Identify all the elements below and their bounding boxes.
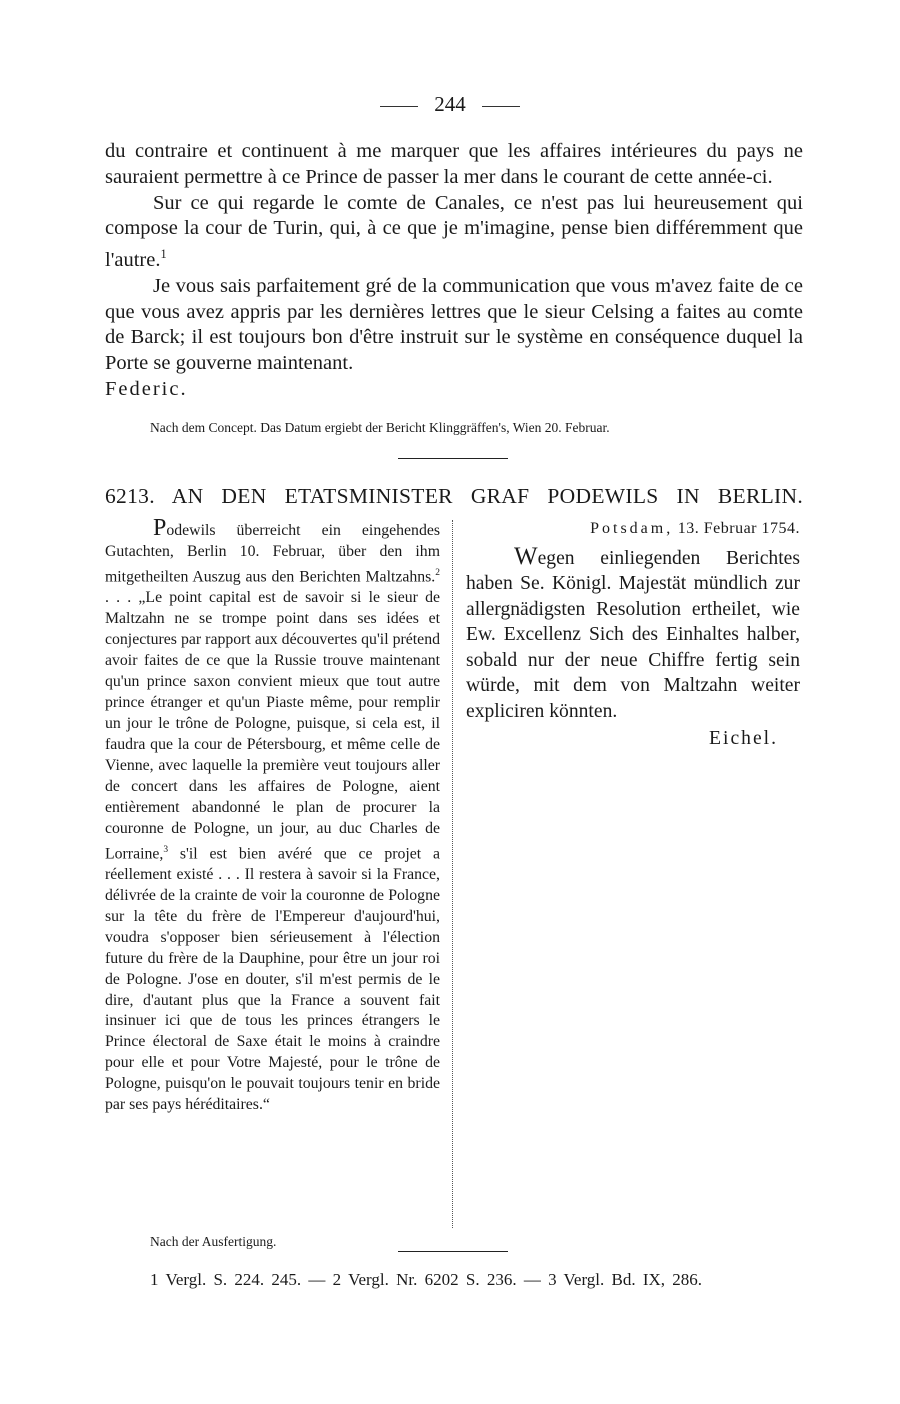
summary-paragraph: Podewils überreicht ein eingehendes Gutachten, Berlin 10. Februar, über den ihm mitgetheilten Auszug aus den Berichten Maltzahns.$^2$ . . . „Le point capital est de savoir si le sieur de Maltzahn ne se trompe point dans ses idées et conjectures par rapport aux découvertes qu'il prétend avoir faites de ce que la Russie trouve maintenant qu'un prince saxon convient mieux que tout autre prince étranger et qu'un Piaste même, pour remplir un jour le trône de Pologne, puisque, si cela est, il faudra que la cour de Pétersbourg, et même celle de Vienne, avec laquelle la première veut toujours aller de concert dans les affaires de Pologne, aient entièrement abandonné le plan de procurer la couronne de Pologne, un jour, au duc Charles de Lorraine,$^3$ s'il est bien avéré que ce projet a réellement existé . . . Il restera à savoir si la France, délivrée de la crainte de voir la couronne de Pologne sur la tête du frère de l'Empereur d'aujourd'hui, voudra s'opposer bien sérieusement à l'élection future du frère de la Dauphine, pour être un jour roi de Pologne. J'ose en douter, s'il m'est permis de le dire, d'autant plus que la France a souvent fait insinuer ici que de tous les princes étrangers le Prince électoral de Saxe était le moins à craindre pour elle et pour Votre Majesté, pour le trône de Pologne, puisqu'on le pouvait toujours tenir en bride par ses pays héréditaires.“ bbox=[105, 515, 440, 1114]
section-divider-rule bbox=[398, 458, 508, 459]
continuation-text bbox=[105, 139, 803, 403]
footnote-rule bbox=[398, 1251, 508, 1252]
footnote-ref-1: 1 bbox=[160, 247, 167, 262]
footnotes: 1 Vergl. S. 224. 245. — 2 Vergl. Nr. 6202 S. 236. — 3 Vergl. Bd. IX, 286. bbox=[150, 1270, 703, 1289]
body-paragraph: Wegen einliegenden Berichtes haben Se. Königl. Majestät mündlich zur allergnädigsten Resolution ertheilet, wie Ew. Excellenz Sich des Einhaltes halber, sobald nur der neue Chiffre fertig sein würde, mit dem von Maltzahn weiter expliciren könnten. bbox=[466, 542, 800, 722]
body-initial: W bbox=[514, 542, 538, 570]
place: Potsdam, bbox=[590, 520, 674, 537]
column-divider bbox=[452, 520, 453, 1228]
paragraph-2: Sur ce qui regarde le comte de Canales, ce n'est pas lui heureusement qui compose la cour de Turin, qui, à ce que je m'imagine, pense bien différemment que l'autre.$^1$ bbox=[105, 191, 803, 272]
source-note-ausfertigung: Nach der Ausfertigung. bbox=[150, 1234, 277, 1249]
letter-heading: 6213. AN DEN ETATSMINISTER GRAF PODEWILS IN BERLIN. bbox=[105, 484, 803, 508]
signature-federic: Federic. bbox=[105, 378, 188, 400]
page-number-dash-right bbox=[482, 106, 520, 107]
letter-summary bbox=[105, 515, 440, 1116]
summary-initial: P bbox=[153, 515, 167, 541]
date: 13. Februar 1754. bbox=[677, 520, 800, 537]
paragraph-3: Je vous sais parfaitement gré de la communication que vous m'avez faite de ce que vous avez appris par les dernières lettres que le sieur Celsing a faites au comte de Barck; il est toujours bon d'être instruit sur le système en conséquence duquel la Porte se gouverne maintenant. bbox=[105, 274, 803, 375]
page-number: 244 bbox=[0, 92, 900, 117]
page-number-dash-left bbox=[380, 106, 418, 107]
letter-body bbox=[466, 516, 800, 752]
paragraph-1: du contraire et continuent à me marquer que les affaires intérieures du pays ne sauraient permettre à ce Prince de passer la mer dans le courant de cette année-ci. bbox=[105, 140, 803, 188]
dateline bbox=[466, 516, 800, 542]
signature-eichel: Eichel. bbox=[709, 728, 778, 749]
source-note-concept: Nach dem Concept. Das Datum ergiebt der Bericht Klinggräffen's, Wien 20. Februar. bbox=[150, 420, 610, 435]
footnote-ref-3: 3 bbox=[163, 844, 169, 855]
footnote-ref-2: 2 bbox=[435, 567, 440, 578]
